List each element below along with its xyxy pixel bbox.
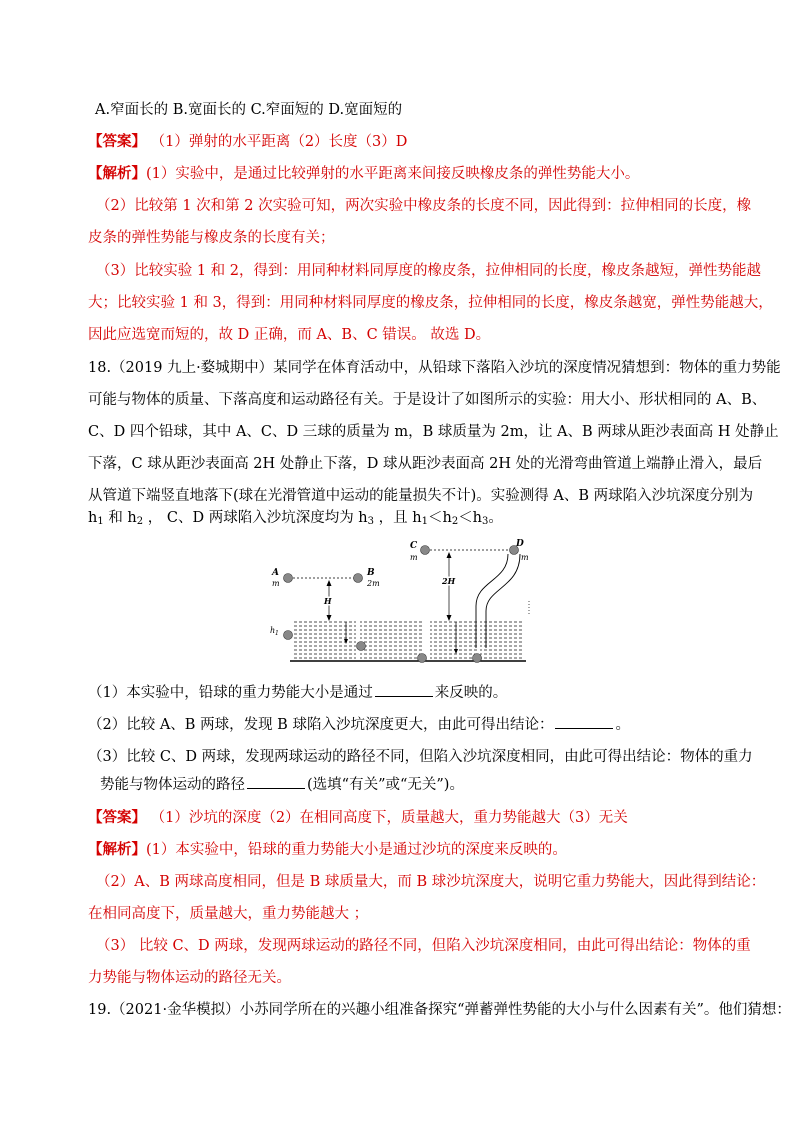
answer-blank-1[interactable]: [375, 684, 433, 697]
q18-stem-1: 18.（2019 九上·婺城期中）某同学在体育活动中，从铅球下落陷入沙坑的深度情况猜想到：物体的重力势能: [88, 360, 781, 376]
ball-d-sunk: [473, 654, 482, 663]
label-b: B: [367, 568, 375, 578]
q18-sub-1: （1）本实验中，铅球的重力势能大小是通过 来反映的。: [88, 685, 508, 701]
label-b-mass: 2m: [367, 579, 380, 588]
q18-stem-4: 下落，C 球从距沙表面高 2H 处静止下落，D 球从距沙表面高 2H 处的光滑弯曲管道上端静止滑入，最后: [88, 456, 763, 472]
answer-blank-3[interactable]: [247, 776, 305, 789]
label-c-mass: m: [410, 553, 418, 562]
ball-c: [421, 546, 430, 555]
q17-analysis-3c: 因此应选宽而短的，故 D 正确，而 A、B、C 错误。 故选 D。: [88, 327, 491, 343]
label-d-mass: m: [521, 553, 529, 562]
answer-tag: 【答案】: [88, 133, 146, 150]
ball-b: [354, 574, 363, 583]
q17-analysis-1: [88, 164, 639, 184]
q17-analysis-2b: 皮条的弹性势能与橡皮条的长度有关；: [88, 230, 335, 246]
q17-analysis-2a: （2）比较第 1 次和第 2 次实验可知，两次实验中橡皮条的长度不同，因此得到：拉伸相同的长度，橡: [96, 198, 752, 214]
q18-answer: [88, 808, 628, 828]
q18-analysis-2a: （2）A、B 两球高度相同，但是 B 球质量大，而 B 球沙坑深度大，说明它重力势能大，因此得到结论：: [96, 874, 766, 890]
q17-answer: [88, 132, 407, 152]
label-a-mass: m: [272, 579, 280, 588]
q17-analysis-3b: 大；比较实验 1 和 3，得到：用同种材料同厚度的橡皮条，拉伸相同的长度，橡皮条越宽，弹性势能越大，: [88, 295, 773, 311]
label-d: D: [516, 539, 524, 549]
q18-sub-3b: 势能与物体运动的路径 (选填“有关”或“无关”)。: [100, 777, 464, 793]
q18-stem-5: 从管道下端竖直地落下(球在光滑管道中运动的能量损失不计)。实验测得 A、B 两球陷入沙坑深度分别为: [88, 488, 754, 504]
q18-stem-2: 可能与物体的质量、下落高度和运动路径有关。于是设计了如图所示的实验：用大小、形状相同的 A、B、: [88, 392, 767, 408]
label-c: C: [410, 541, 418, 551]
sand-pit-b: [360, 621, 422, 661]
ball-c-sunk: [418, 654, 427, 663]
analysis-tag: 【解析】: [88, 841, 146, 858]
q18-analysis-1: [88, 840, 567, 860]
q19-stem-1: 19.（2021·金华模拟）小苏同学所在的兴趣小组准备探究“弹蓄弹性势能的大小与什么因素有关”。他们猜想：: [88, 1002, 791, 1018]
q18-stem-6: $h_1$ 和 $h_2$ ， C、D 两球陷入沙坑深度均为 $h_3$ ，且 $h_1<h_2<h_3$。: [88, 510, 503, 527]
label-h: H: [324, 596, 332, 606]
label-h1-sub: 1: [275, 630, 279, 637]
ball-a-sunk: [284, 631, 293, 640]
q17-options: A.窄面长的 B.宽面长的 C.窄面短的 D.宽面短的: [95, 102, 403, 118]
answer-text: （1）沙坑的深度（2）在相同高度下，质量越大，重力势能越大（3）无关: [150, 810, 628, 826]
answer-tag: 【答案】: [88, 809, 146, 826]
q18-sub-3a: （3）比较 C、D 两球，发现两球运动的路径不同，但陷入沙坑深度相同，由此可得出结论：物体的重力: [88, 749, 753, 765]
q18-sub-2: （2）比较 A、B 两球，发现 B 球陷入沙坑深度更大，由此可得出结论： 。: [88, 717, 630, 733]
label-h1: h: [270, 626, 276, 635]
analysis-text: (1）本实验中，铅球的重力势能大小是通过沙坑的深度来反映的。: [146, 842, 567, 858]
q18-analysis-3b: 力势能与物体运动的路径无关。: [88, 970, 291, 986]
q18-analysis-3a: （3） 比较 C、D 两球，发现两球运动的路径不同，但陷入沙坑深度相同，由此可得出结论：物体的重: [96, 938, 751, 954]
sand-pit-c: [430, 621, 478, 661]
ball-a: [284, 574, 293, 583]
analysis-tag: 【解析】: [88, 165, 146, 182]
sand-pit-d: [480, 621, 524, 661]
q17-analysis-3a: （3）比较实验 1 和 2，得到：用同种材料同厚度的橡皮条，拉伸相同的长度，橡皮条越短，弹性势能越: [96, 263, 761, 279]
answer-text: （1）弹射的水平距离（2）长度（3）D: [150, 134, 408, 150]
q18-analysis-2b: 在相同高度下，质量越大，重力势能越大 ；: [88, 906, 369, 922]
answer-blank-2[interactable]: [555, 716, 613, 729]
experiment-figure: [264, 536, 534, 666]
label-2h: 2H: [442, 576, 456, 586]
analysis-text: (1）实验中，是通过比较弹射的水平距离来间接反映橡皮条的弹性势能大小。: [146, 166, 640, 182]
ball-b-sunk: [357, 642, 366, 651]
q18-stem-3: C、D 四个铅球，其中 A、C、D 三球的质量为 m，B 球质量为 2m，让 A、B 两球从距沙表面高 H 处静止: [88, 424, 779, 440]
label-a: A: [272, 568, 279, 578]
